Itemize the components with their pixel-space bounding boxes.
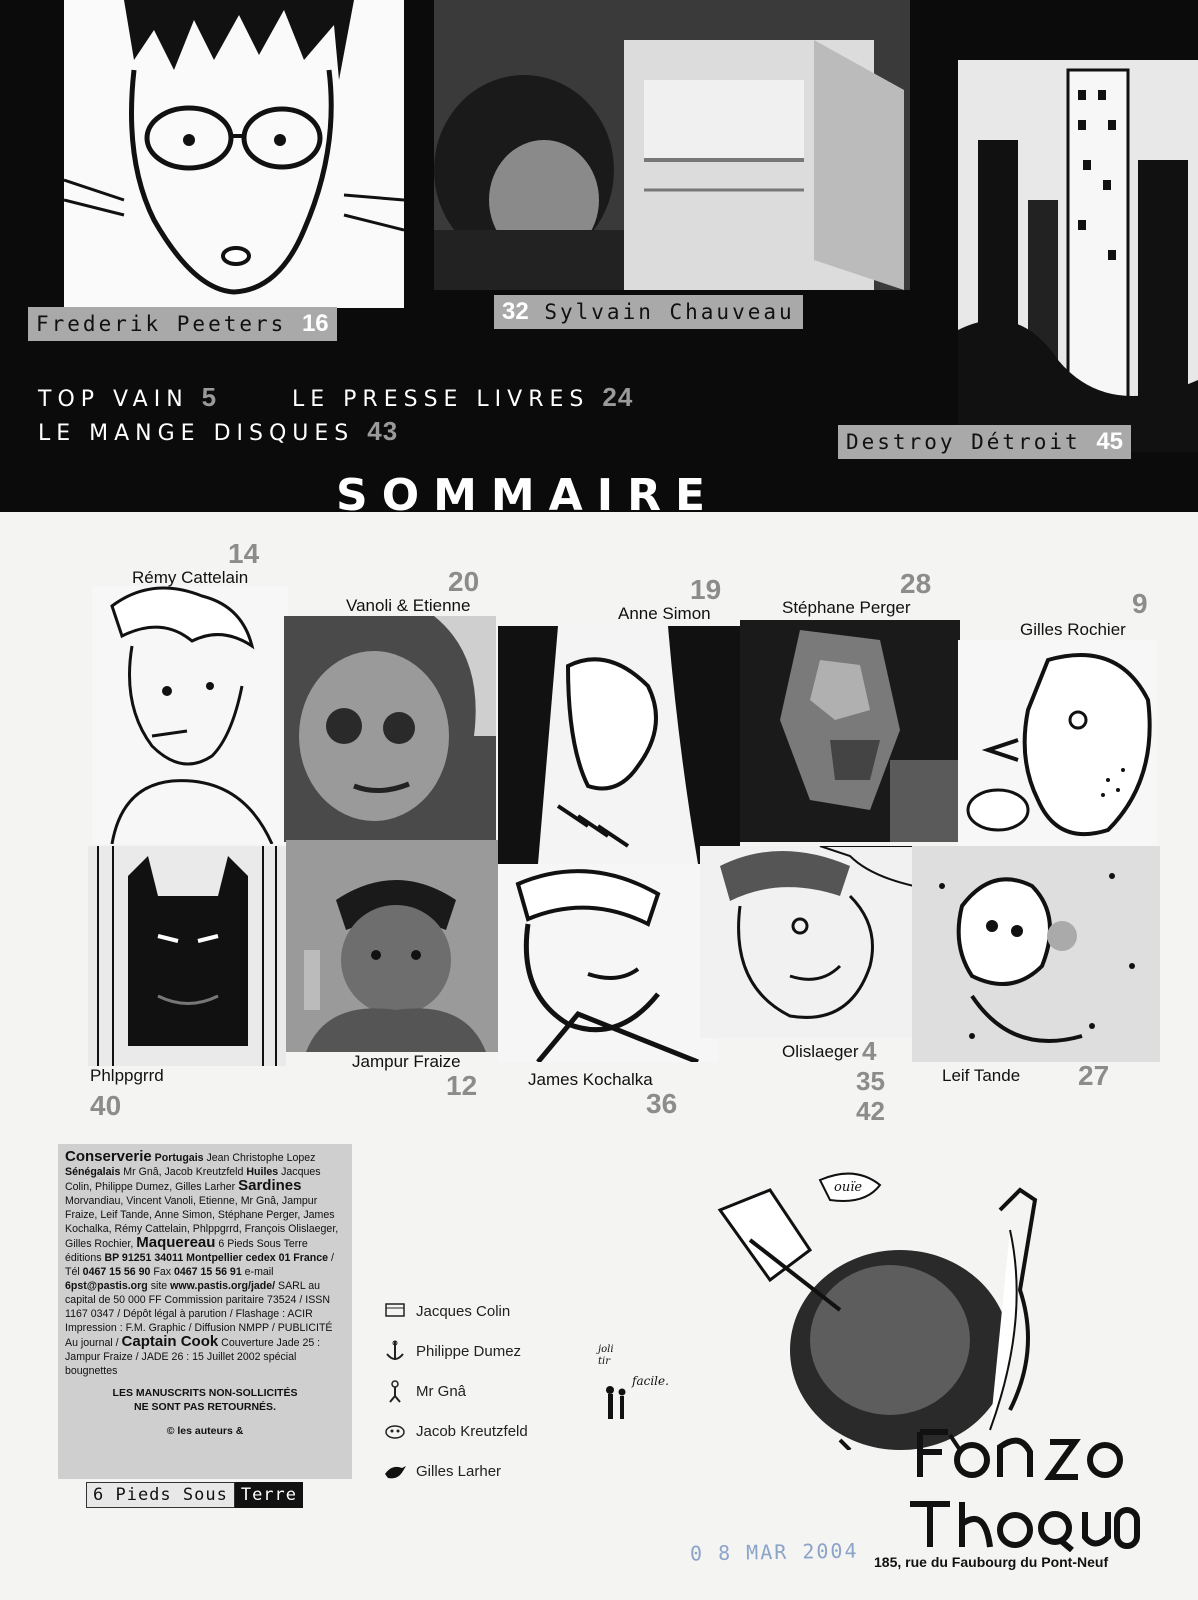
- credits-line: Jacques Colin, Philippe Dumez, Gilles Larher: [65, 1166, 321, 1193]
- credits-line: / Tél: [65, 1252, 334, 1278]
- perger-illustration: [740, 620, 960, 842]
- top-band: [0, 0, 1198, 512]
- credits-heading: Sardines: [238, 1177, 302, 1194]
- vanoli-illustration: [284, 616, 496, 842]
- manuscripts-notice: [65, 1386, 345, 1414]
- rubric-page: 43: [367, 416, 399, 446]
- artist-page-rochier: 9: [1132, 588, 1148, 619]
- publisher-logo: [86, 1482, 303, 1508]
- olislaeger-illustration: [700, 846, 914, 1038]
- credits-heading: Huiles: [246, 1166, 279, 1178]
- artist-name-olislaeger: Olislaeger: [782, 1042, 859, 1061]
- rubric-label: LE PRESSE LIVRES: [292, 387, 590, 412]
- can-icon: [382, 1298, 408, 1324]
- artist-page-kochalka: 36: [646, 1088, 678, 1119]
- contributor-jacques-colin: [382, 1298, 510, 1324]
- rubric-label: TOP VAIN: [38, 387, 189, 412]
- page-title: SOMMAIRE: [336, 470, 720, 512]
- contributor-gilles-larher: [382, 1458, 501, 1484]
- artist-name-kochalka: James Kochalka: [528, 1070, 653, 1089]
- artist-name-tande: Leif Tande: [942, 1066, 1021, 1085]
- date-stamp: 0 8 MAR 2004: [689, 1538, 859, 1566]
- tag-chauveau: [494, 295, 803, 329]
- credits-fax: 0467 15 56 91: [173, 1266, 242, 1278]
- bird-icon: [382, 1458, 408, 1484]
- contributor-mr-gna: [382, 1378, 466, 1404]
- artist-page-perger: 28: [900, 568, 932, 599]
- artist-name-simon: Anne Simon: [618, 604, 711, 623]
- artist-name-cattelain: Rémy Cattelain: [132, 568, 249, 587]
- notice-line: NE SONT PAS RETOURNÉS.: [134, 1401, 276, 1413]
- contributor-name: Gilles Larher: [416, 1462, 502, 1480]
- artist-page-tande: 27: [1078, 1060, 1110, 1091]
- tande-illustration: [912, 846, 1160, 1062]
- credits-line: 6 Pieds Sous Terre éditions: [65, 1238, 308, 1264]
- contributor-name: Jacques Colin: [416, 1302, 511, 1320]
- contributor-jacob-kreutzfeld: [382, 1418, 528, 1444]
- doodle-text-ouie: ouïe: [834, 1180, 863, 1195]
- simon-illustration: [498, 626, 740, 864]
- credits-text: [65, 1150, 345, 1378]
- small-figures-doodle: [598, 1344, 678, 1434]
- credits-line: SARL au capital de 50 000 FF Commission paritaire 73524 / ISSN 1167 0347 / Dépôt légal à parution / Flashage : ACIR Impression : F.M. Graphic / Diffusion NMPP / PUBLICITÉ Au journal /: [65, 1280, 333, 1349]
- credits-line: site: [147, 1280, 171, 1292]
- credits-heading: Maquereau: [136, 1234, 216, 1251]
- anchor-icon: [382, 1338, 408, 1364]
- cow-icon: [382, 1418, 408, 1444]
- rubric-mange-disques: [38, 416, 398, 447]
- fraize-illustration: [286, 840, 498, 1052]
- notice-line: LES MANUSCRITS NON-SOLLICITÉS: [112, 1387, 298, 1399]
- artist-name-vanoli: Vanoli & Etienne: [346, 596, 471, 615]
- chauveau-photo: [434, 0, 910, 290]
- rubric-top-vain: [38, 382, 217, 413]
- kochalka-illustration: [498, 864, 718, 1062]
- credits-heading: Conserverie: [65, 1148, 152, 1165]
- tag-page: 32: [502, 298, 529, 325]
- artist-page-olislaeger-2: 35: [856, 1066, 885, 1096]
- cattelain-illustration: [92, 586, 288, 844]
- publisher-logo-part: 6 Pieds Sous: [86, 1482, 235, 1508]
- rubric-label: LE MANGE DISQUES: [38, 421, 355, 446]
- credits-phone: 0467 15 56 90: [82, 1266, 151, 1278]
- artist-name-fraize: Jampur Fraize: [352, 1052, 461, 1071]
- artist-page-fraize: 12: [446, 1070, 478, 1101]
- figure-icon: [382, 1378, 408, 1404]
- phlppgrrd-illustration: [88, 846, 286, 1066]
- artist-page-cattelain: 14: [228, 538, 260, 569]
- big-figure-illustration: [690, 1170, 1100, 1450]
- rubric-page: 24: [602, 382, 634, 412]
- tag-detroit: [838, 425, 1131, 459]
- address-line: 185, rue du Faubourg du Pont-Neuf: [874, 1554, 1109, 1570]
- artist-page-olislaeger-3: 42: [856, 1096, 885, 1126]
- tag-name: Destroy Détroit: [846, 430, 1081, 454]
- artist-page-phlppgrrd: 40: [90, 1090, 122, 1121]
- credits-address: BP 91251 34011 Montpellier cedex 01 France: [104, 1252, 329, 1264]
- tag-page: 16: [301, 310, 329, 337]
- publisher-logo-part: Terre: [235, 1482, 303, 1508]
- credits-heading: Captain Cook: [121, 1333, 219, 1350]
- credits-line: Mr Gnâ, Jacob Kreutzfeld: [120, 1166, 247, 1178]
- credits-line: Morvandiau, Vincent Vanoli, Etienne, Mr Gnâ, Jampur Fraize, Leif Tande, Anne Simon, Stéphane Perger, James Kochalka, Rémy Cattelain, Phlppgrrd, François Olislaeger, Gilles Rochier,: [65, 1195, 339, 1250]
- tag-name: Frederik Peeters: [36, 312, 287, 336]
- contributor-philippe-dumez: [382, 1338, 521, 1364]
- credits-website: www.pastis.org/jade/: [170, 1280, 276, 1292]
- credits-heading: Sénégalais: [65, 1166, 121, 1178]
- credits-box: [58, 1144, 352, 1479]
- peeters-illustration: [64, 0, 404, 308]
- tag-peeters: [28, 307, 337, 341]
- credits-line: Couverture Jade 25 : Jampur Fraize / JADE 26 : 15 Juillet 2002 spécial bougnettes: [65, 1337, 321, 1377]
- contributor-name: Philippe Dumez: [416, 1342, 522, 1360]
- tag-page: 45: [1096, 428, 1124, 455]
- credits-heading: Portugais: [154, 1152, 204, 1164]
- rubric-presse-livres: [292, 382, 633, 413]
- credits-line: Fax: [150, 1266, 174, 1278]
- contributor-name: Mr Gnâ: [416, 1382, 467, 1400]
- credits-line: Jean Christophe Lopez: [203, 1152, 316, 1164]
- artist-page-olislaeger: 4: [862, 1036, 877, 1066]
- copyright: © les auteurs &: [166, 1425, 244, 1437]
- fanzinotheque-logo: [910, 1422, 1140, 1552]
- artist-name-rochier: Gilles Rochier: [1020, 620, 1126, 639]
- artist-name-phlppgrrd: Phlppgrrd: [90, 1066, 164, 1085]
- detroit-illustration: [958, 0, 1198, 452]
- tag-name: Sylvain Chauveau: [544, 300, 795, 324]
- artist-page-vanoli: 20: [448, 566, 480, 597]
- artist-page-simon: 19: [690, 574, 722, 605]
- artist-name-perger: Stéphane Perger: [782, 598, 911, 617]
- doodle-text-joli: joli tir: [598, 1344, 614, 1367]
- contributor-name: Jacob Kreutzfeld: [416, 1422, 528, 1440]
- doodle-text-facile: facile.: [632, 1374, 669, 1388]
- credits-line: e-mail: [241, 1266, 274, 1278]
- rubric-page: 5: [201, 382, 218, 412]
- rochier-illustration: [958, 640, 1158, 846]
- credits-email: 6pst@pastis.org: [65, 1280, 148, 1292]
